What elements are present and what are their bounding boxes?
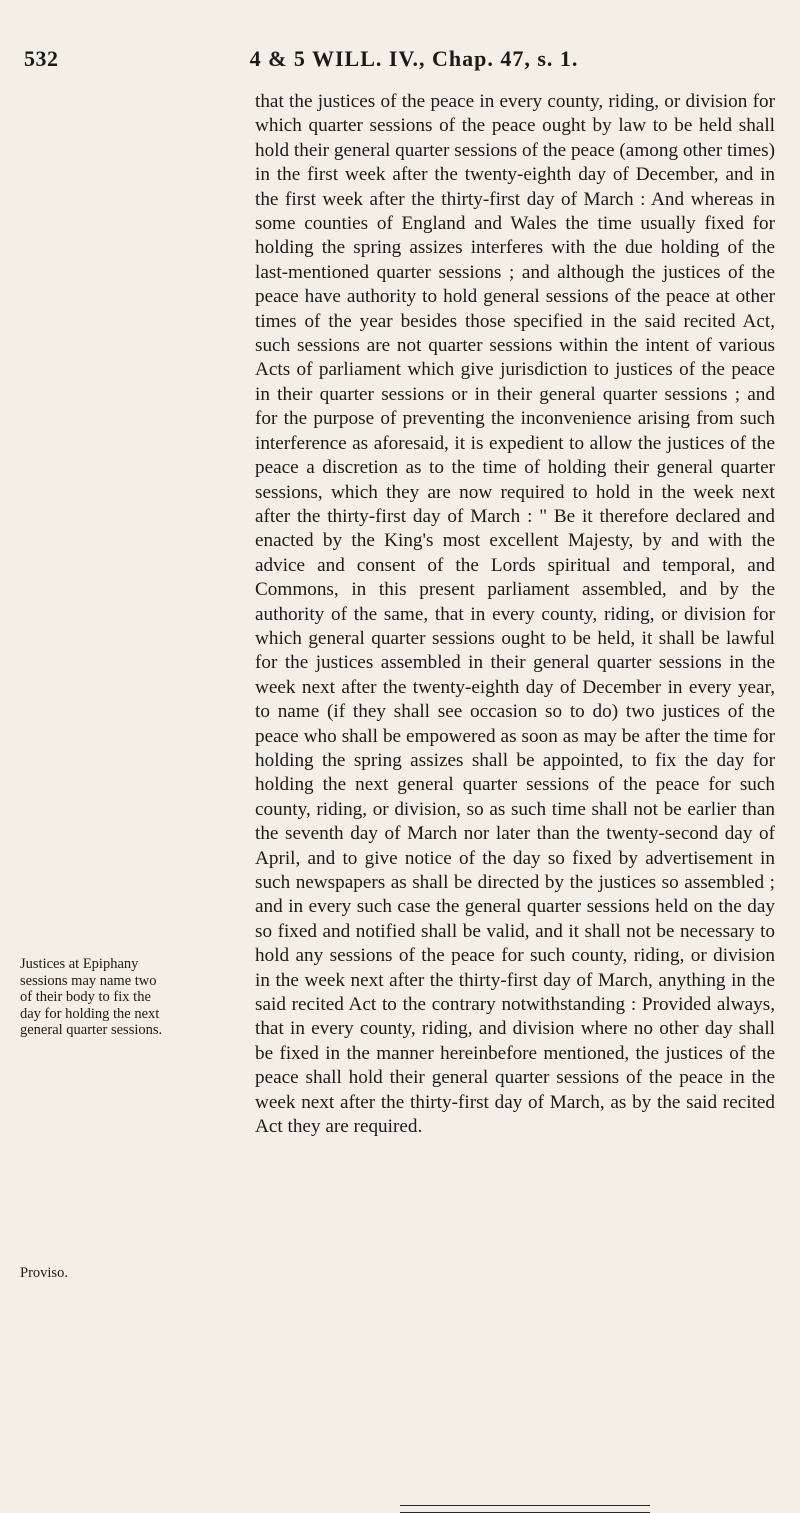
margin-note-justices: Justices at Epiphany sessions may name two of their body to fix the day for holding the next general quarter sessions. <box>20 956 163 1039</box>
statute-body-text: that the justices of the peace in every county, riding, or division for which quarter sessions of the peace ought by law to be held shall hold their general quarter sessions of the peace (among other times) in the first week after the twenty-eighth day of December, and in the first week after the thirty-first day of March : And whereas in some counties of England and Wales the time usually fixed for holding the spring assizes interferes with the due holding of the last-mentioned quarter sessions ; and although the justices of the peace have authority to hold general sessions of the peace at other times of the year besides those specified in the said recited Act, such sessions are not quarter sessions within the intent of various Acts of parliament which give jurisdiction to justices of the peace in their quarter sessions or in their general quarter sessions ; and for the purpose of preventing the inconvenience arising from such interference as aforesaid, it is expedient to allow the justices of the peace a discretion as to the time of holding their general quarter sessions, which they are now required to hold in the week next after the thirty-first day of March : " Be it therefore declared and enacted by the King's most excellent Majesty, by and with the advice and consent of the Lords spiritual and temporal, and Commons, in this present parliament assembled, and by the authority of the same, that in every county, riding, or division for which general quarter sessions ought to be held, it shall be lawful for the justices assembled in their general quarter sessions in the week next after the twenty-eighth day of December in every year, to name (if they shall see occasion so to do) two justices of the peace who shall be empowered as soon as may be after the time for holding the spring assizes shall be appointed, to fix the day for holding the next general quarter sessions of the peace for such county, riding, or division, so as such time shall not be earlier than the seventh day of March nor later than the twenty-second day of April, and to give notice of the day so fixed by advertisement in such newspapers as shall be directed by the justices so assembled ; and in every such case the general quarter sessions held on the day so fixed and notified shall be valid, and it shall not be necessary to hold any sessions of the peace for such county, riding, or division in the week next after the thirty-first day of March, anything in the said recited Act to the contrary notwithstanding : Provided always, that in every county, riding, and division where no other day shall be fixed in the manner hereinbefore mentioned, the justices of the peace shall hold their general quarter sessions of the peace in the week next after the thirty-first day of March, as by the said recited Act they are required. <box>255 91 776 1138</box>
page-header <box>24 46 764 76</box>
running-head: 4 & 5 WILL. IV., Chap. 47, s. 1. <box>249 46 579 71</box>
margin-note-proviso: Proviso. <box>20 1265 68 1281</box>
page-number: 532 <box>24 46 59 71</box>
end-rule <box>400 1505 650 1506</box>
